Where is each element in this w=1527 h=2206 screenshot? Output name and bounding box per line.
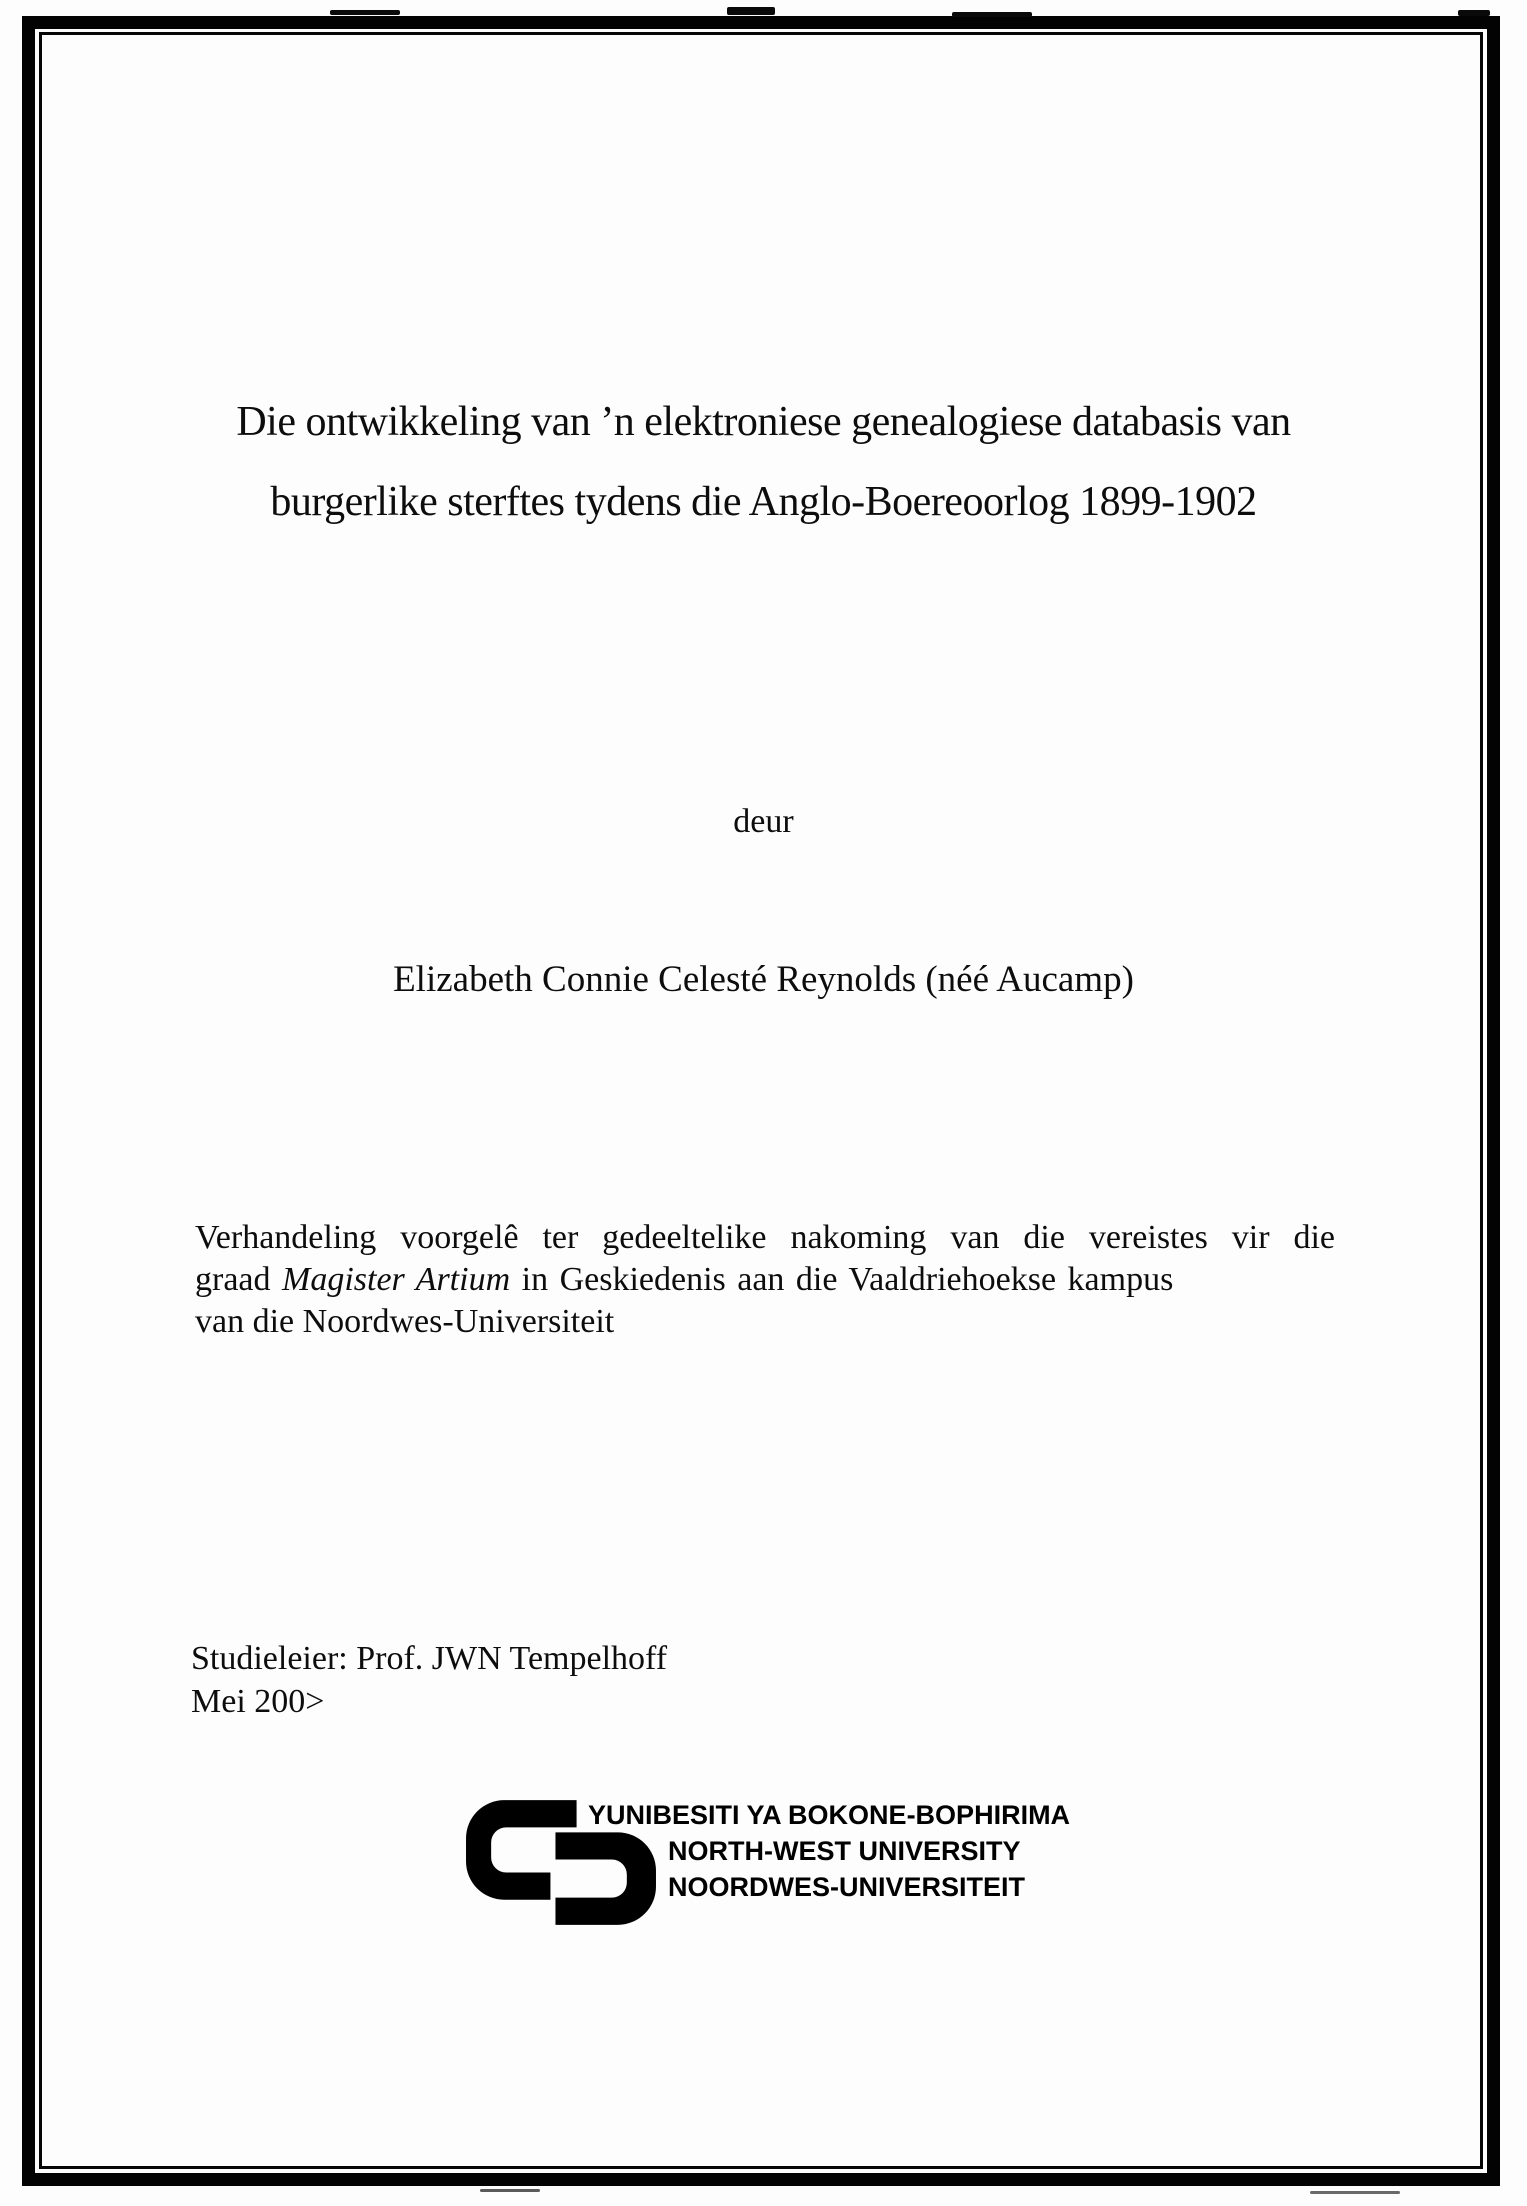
author-name: Elizabeth Connie Celesté Reynolds (néé Aucamp)	[393, 959, 1134, 1000]
scan-noise-mark	[330, 10, 400, 15]
scan-noise-mark	[727, 7, 775, 15]
thesis-title	[60, 382, 1467, 542]
scan-noise-mark	[952, 12, 1032, 17]
scan-noise-mark	[480, 2189, 540, 2192]
statement-line3: van die Noordwes-Universiteit	[195, 1303, 615, 1340]
thesis-statement	[195, 1217, 1335, 1343]
statement-line1: Verhandeling voorgelê ter gedeeltelike nakoming van die vereistes vir die	[195, 1219, 1335, 1256]
logo-line-setswana: YUNIBESITI YA BOKONE-BOPHIRIMA	[588, 1800, 1071, 1830]
byline-deur: deur	[733, 803, 794, 840]
scan-noise-mark	[1458, 10, 1490, 16]
date-line: Mei 200>	[191, 1683, 325, 1720]
logo-line-english: NORTH-WEST UNIVERSITY	[668, 1836, 1021, 1866]
logo-line-afrikaans: NOORDWES-UNIVERSITEIT	[668, 1872, 1026, 1902]
degree-name: Magister Artium	[282, 1261, 511, 1298]
scan-noise-mark	[1310, 2191, 1400, 2194]
statement-line2-pre: graad	[195, 1261, 283, 1298]
statement-line2	[195, 1259, 1335, 1301]
thesis-title-line2: burgerlike sterftes tydens die Anglo-Boereoorlog 1899-1902	[270, 479, 1257, 525]
university-logo-text	[588, 1797, 1070, 1905]
thesis-title-line1: Die ontwikkeling van ’n elektroniese genealogiese databasis van	[236, 399, 1291, 445]
supervisor-line: Studieleier: Prof. JWN Tempelhoff	[191, 1640, 668, 1677]
supervisor-block	[191, 1637, 667, 1723]
statement-line2-post: in Geskiedenis aan die Vaaldriehoekse kampus	[510, 1261, 1174, 1298]
